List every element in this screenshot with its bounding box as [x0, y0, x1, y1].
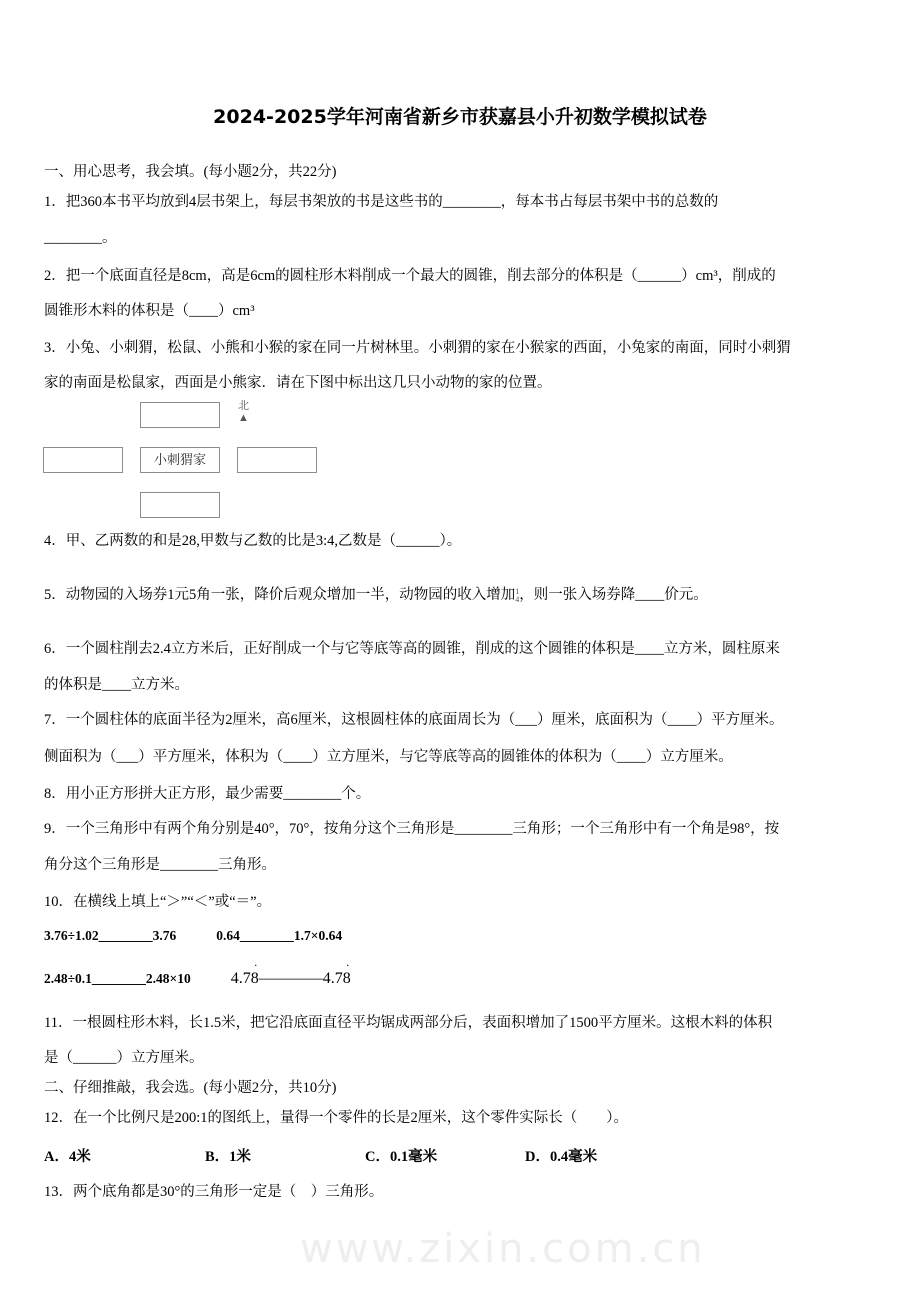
- question-3-line-2: 家的南面是松鼠家，西面是小熊家．请在下图中标出这几只小动物的家的位置。: [44, 375, 552, 391]
- q5-text: 5．动物园的入场券1元5角一张，降价后观众增加一半，动物园的收入增加: [44, 587, 516, 603]
- question-7-line-2: 侧面积为（___）平方厘米，体积为（____）立方厘米，与它等底等高的圆锥体的体积为（____）立方厘米。: [44, 749, 733, 765]
- question-5: [44, 585, 708, 605]
- question-10: 10．在横线上填上“＞”“＜”或“＝”。: [44, 894, 272, 910]
- question-1-line-1: 1．把360本书平均放到4层书架上，每层书架放的书是这些书的________，每本书占每层书架中书的总数的: [44, 194, 719, 210]
- box-west: [43, 447, 123, 473]
- fraction-denominator: 4: [515, 594, 520, 604]
- repeating-digit: · 8: [343, 970, 351, 987]
- question-9-line-1: 9．一个三角形中有两个角分别是40°，70°，按角分这个三角形是________三角形；一个三角形中有一个角是98°，按: [44, 821, 780, 837]
- box-east: [237, 447, 317, 473]
- option-a[interactable]: A．4米: [44, 1149, 91, 1165]
- question-6-line-1: 6．一个圆柱削去2.4立方米后，正好削成一个与它等底等高的圆锥，削成的这个圆锥的体积是____立方米，圆柱原来: [44, 641, 780, 657]
- question-11-line-2: 是（______）立方厘米。: [44, 1050, 204, 1066]
- option-c[interactable]: C．0.1毫米: [365, 1149, 438, 1165]
- question-6-line-2: 的体积是____立方米。: [44, 677, 189, 693]
- compare-row-1: [44, 928, 342, 944]
- repeating-decimal-left: 4.7: [230, 970, 251, 987]
- compare-c: 2.48÷0.1________2.48×10: [44, 971, 191, 986]
- north-label: 北: [238, 400, 249, 412]
- question-2-line-1: 2．把一个底面直径是8cm，高是6cm的圆柱形木料削成一个最大的圆锥，削去部分的体积是（______）cm³，削成的: [44, 268, 776, 284]
- box-center: 小刺猬家: [140, 447, 220, 473]
- question-12: 12．在一个比例尺是200:1的图纸上，量得一个零件的长是2厘米，这个零件实际长（ ）。: [44, 1110, 629, 1126]
- question-1-line-2: ________。: [44, 230, 117, 246]
- question-4: 4．甲、乙两数的和是28,甲数与乙数的比是3:4,乙数是（______）。: [44, 533, 462, 549]
- question-7-line-1: 7．一个圆柱体的底面半径为2厘米，高6厘米，这根圆柱体的底面周长为（___）厘米，底面积为（____）平方厘米。: [44, 712, 784, 728]
- box-south: [140, 492, 220, 518]
- repeating-decimal-right: ————4.7: [258, 970, 343, 987]
- north-arrow-icon: 北 ▲: [238, 400, 249, 424]
- question-11-line-1: 11．一根圆柱形木料，长1.5米，把它沿底面直径平均锯成两部分后，表面积增加了1500平方厘米。这根木料的体积: [44, 1015, 773, 1031]
- repeating-digit: · 8: [251, 970, 259, 987]
- question-3-line-1: 3．小兔、小刺猬，松鼠、小熊和小猴的家在同一片树林里。小刺猬的家在小猴家的西面，小兔家的南面，同时小刺猬: [44, 340, 791, 356]
- compare-row-2: [44, 970, 351, 988]
- q5-text-end: ，则一张入场券降____价元。: [519, 587, 708, 603]
- section-heading: 一、用心思考，我会填。(每小题2分，共22分): [44, 164, 337, 180]
- question-9-line-2: 角分这个三角形是________三角形。: [44, 857, 276, 873]
- question-13: 13．两个底角都是30°的三角形一定是（ ）三角形。: [44, 1184, 384, 1200]
- section-heading: 二、仔细推敲，我会选。(每小题2分，共10分): [44, 1080, 337, 1096]
- option-b[interactable]: B．1米: [205, 1149, 251, 1165]
- question-2-line-2: 圆锥形木料的体积是（____）cm³: [44, 303, 255, 319]
- compare-b: 0.64________1.7×0.64: [216, 928, 343, 943]
- box-north: [140, 402, 220, 428]
- page-title: 2024-2025学年河南省新乡市获嘉县小升初数学模拟试卷: [213, 106, 707, 128]
- fraction-numerator: 1: [515, 586, 520, 596]
- compare-d: [231, 970, 351, 988]
- option-d[interactable]: D．0.4毫米: [525, 1149, 598, 1165]
- compare-a: 3.76÷1.02________3.76: [44, 928, 177, 943]
- question-8: 8．用小正方形拼大正方形，最少需要________个。: [44, 786, 371, 802]
- watermark: www.zixin.com.cn: [300, 1226, 706, 1272]
